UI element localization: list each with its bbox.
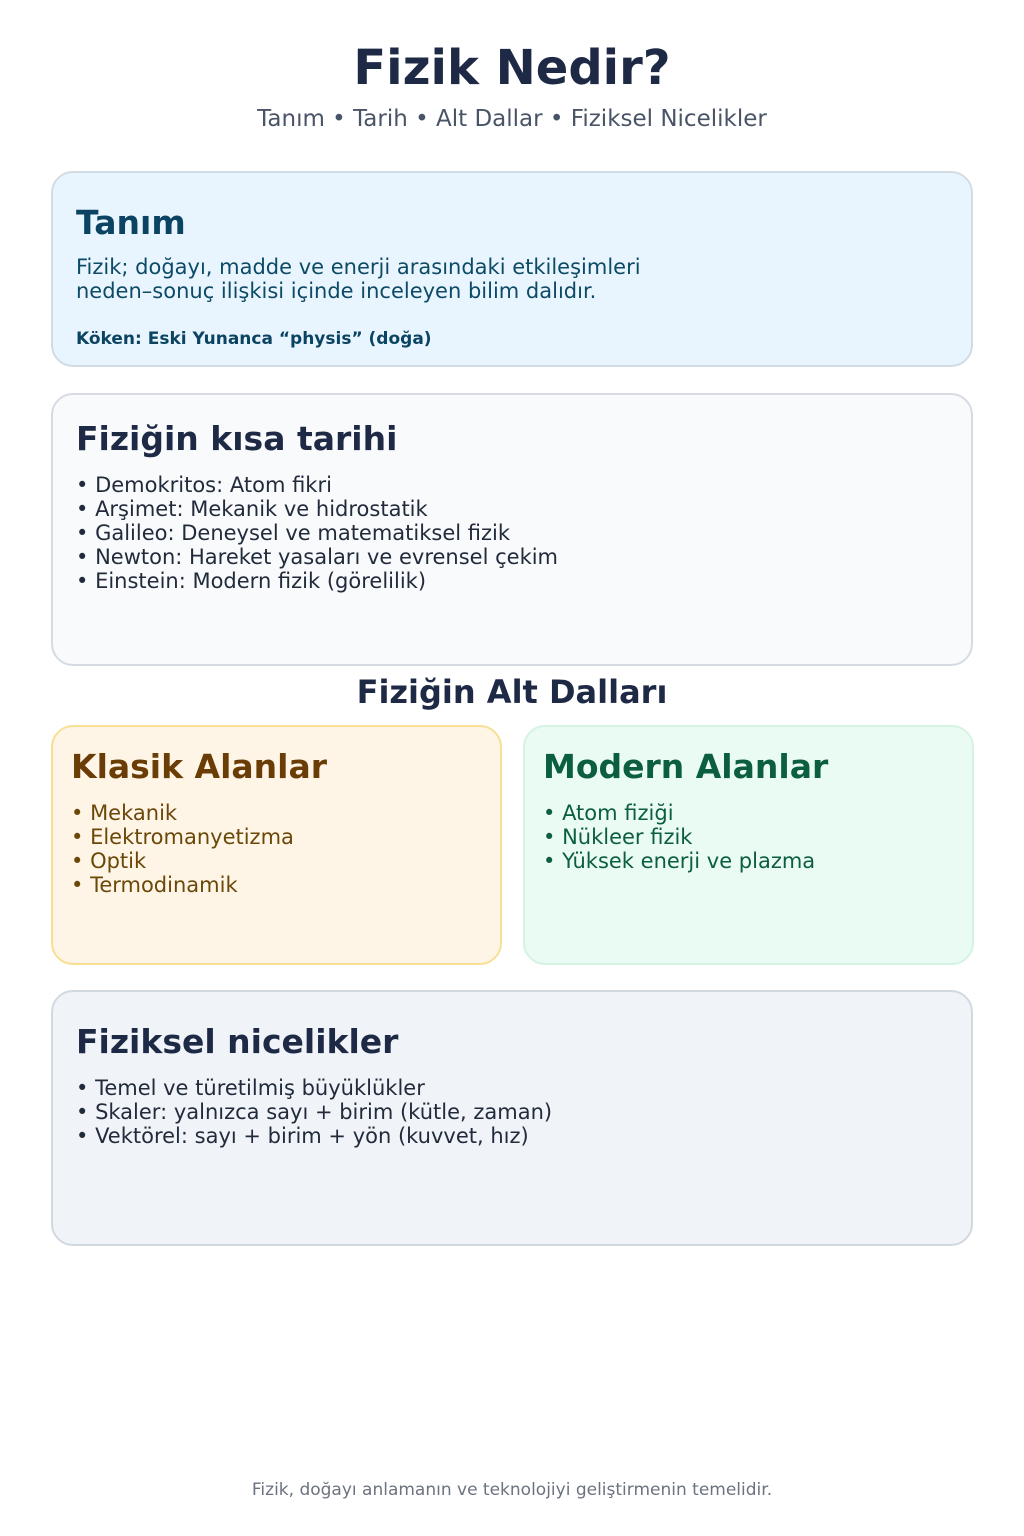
page-subtitle: Tanım • Tarih • Alt Dallar • Fiziksel Nicelikler — [257, 106, 767, 132]
definition-origin: Köken: Eski Yunanca “physis” (doğa) — [76, 329, 432, 349]
list-item: • Atom fiziği — [543, 801, 972, 825]
list-item: • Mekanik — [71, 801, 500, 825]
definition-card — [51, 171, 973, 367]
list-item: • Optik — [71, 849, 500, 873]
modern-branches-title: Modern Alanlar — [543, 747, 829, 786]
classic-branches-list — [71, 801, 500, 897]
definition-text: Fizik; doğayı, madde ve enerji arasındaki etkileşimleri neden–sonuç ilişkisi içinde inceleyen bilim dalıdır. — [76, 255, 641, 303]
history-card — [51, 393, 973, 666]
footer-text: Fizik, doğayı anlamanın ve teknolojiyi geliştirmenin temelidir. — [251, 1480, 773, 1500]
list-item: • Yüksek enerji ve plazma — [543, 849, 972, 873]
definition-title: Tanım — [76, 203, 186, 242]
modern-branches-list — [543, 801, 972, 873]
quantities-card — [51, 990, 973, 1246]
list-item: • Elektromanyetizma — [71, 825, 500, 849]
quantities-title: Fiziksel nicelikler — [76, 1022, 399, 1061]
list-item: • Nükleer fizik — [543, 825, 972, 849]
list-item: • Temel ve türetilmiş büyüklükler — [76, 1076, 971, 1100]
list-item: • Galileo: Deneysel ve matematiksel fizik — [76, 521, 971, 545]
list-item: • Termodinamik — [71, 873, 500, 897]
page-title: Fizik Nedir? — [353, 40, 671, 96]
list-item: • Newton: Hareket yasaları ve evrensel çekim — [76, 545, 971, 569]
quantities-list — [76, 1076, 971, 1148]
list-item: • Skaler: yalnızca sayı + birim (kütle, zaman) — [76, 1100, 971, 1124]
list-item: • Einstein: Modern fizik (görelilik) — [76, 569, 971, 593]
classic-branches-card — [51, 725, 502, 965]
classic-branches-title: Klasik Alanlar — [71, 747, 328, 786]
branches-title: Fiziğin Alt Dalları — [356, 673, 668, 711]
list-item: • Arşimet: Mekanik ve hidrostatik — [76, 497, 971, 521]
history-list — [76, 473, 971, 593]
list-item: • Vektörel: sayı + birim + yön (kuvvet, hız) — [76, 1124, 971, 1148]
list-item: • Demokritos: Atom fikri — [76, 473, 971, 497]
history-title: Fiziğin kısa tarihi — [76, 419, 398, 458]
modern-branches-card — [523, 725, 974, 965]
